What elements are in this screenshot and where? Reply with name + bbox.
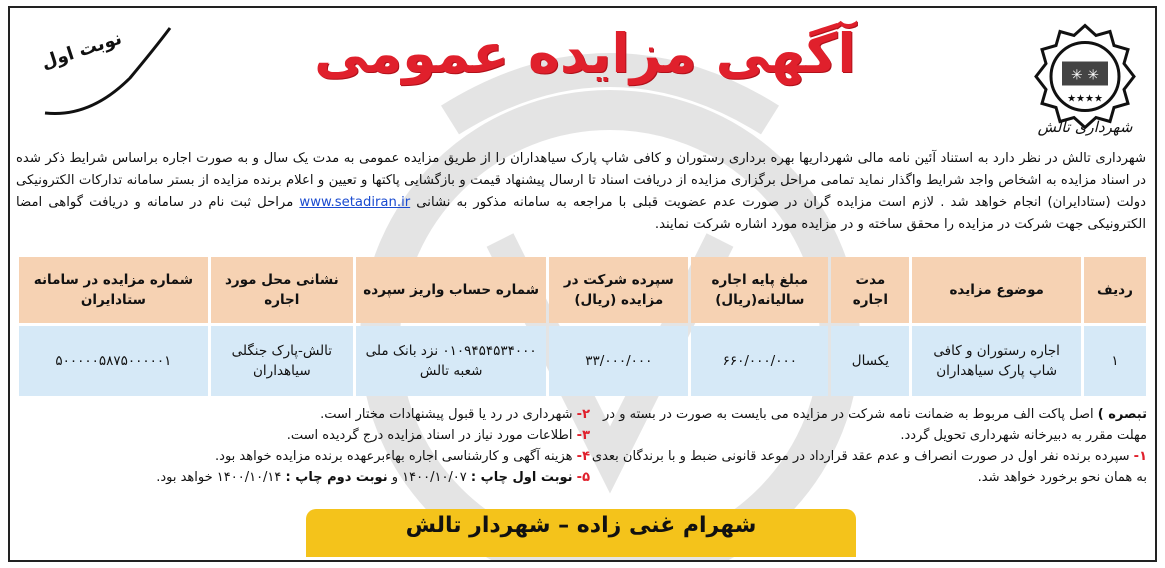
note-2-number: ۲- (576, 407, 590, 422)
note-4 (110, 446, 590, 467)
header-cell-row-number: ردیف (1084, 257, 1146, 323)
note-5-first-label: نوبت اول چاپ : (470, 470, 573, 485)
cell-deposit: ۳۳/۰۰۰/۰۰۰ (549, 326, 688, 396)
cell-duration: یکسال (831, 326, 909, 396)
header-cell-setad-number: شماره مزایده در سامانه ستادایران (19, 257, 208, 323)
cell-account-number: ۰۱۰۹۴۵۴۵۳۴۰۰۰ نزد بانک ملی شعبه تالش (356, 326, 547, 396)
notes-right-column (587, 404, 1147, 488)
note-2-text: شهرداری در رد یا قبول پیشنهادات مختار است. (320, 407, 573, 422)
cell-subject: اجاره رستوران و کافی شاپ پارک سیاهداران (912, 326, 1081, 396)
note-tabsareh-label: تبصره ) (1097, 407, 1147, 422)
logo-caption: شهرداری تالش (1037, 118, 1133, 136)
svg-text:★★★★: ★★★★ (1067, 93, 1103, 105)
note-1 (587, 446, 1147, 488)
table-row (19, 326, 1146, 396)
note-1-text: سپرده برنده نفر اول در صورت انصراف و عدم عقد قرارداد در موعد قانونی ضبط و با برندگان بعدی به همان نحو برخورد خواهد شد. (591, 449, 1147, 485)
note-4-number: ۴- (576, 449, 590, 464)
print-round-stamp: نوبت اول (38, 27, 125, 74)
note-tabsareh-text: اصل پاکت الف مربوط به ضمانت نامه شرکت در مزایده می بایست به صورت در بسته و در مهلت مقرر به دبیرخانه شهرداری تحویل گردد. (603, 407, 1147, 443)
header-cell-address: نشانی محل مورد اجاره (211, 257, 353, 323)
intro-paragraph (16, 148, 1146, 236)
note-5-second-date: ۱۴۰۰/۱۰/۱۴ (216, 470, 282, 485)
cell-setad-number: ۵۰۰۰۰۰۵۸۷۵۰۰۰۰۰۱ (19, 326, 208, 396)
note-tabsareh (587, 404, 1147, 446)
cell-row-number: ۱ (1084, 326, 1146, 396)
page-title: آگهی مزایده عمومی (314, 22, 856, 85)
note-4-text: هزینه آگهی و کارشناسی اجاره بهاءبرعهده برنده مزایده خواهد بود. (215, 449, 573, 464)
header-cell-account-number: شماره حساب واریز سپرده (356, 257, 547, 323)
cell-base-amount: ۶۶۰/۰۰۰/۰۰۰ (691, 326, 828, 396)
intro-text-part2: مراحل ثبت نام در سامانه و دریافت گواهی امضا الکترونیکی جهت شرکت در مزایده را محقق ساخته و در مزایده مورد اشاره شرکت نمایند. (16, 195, 1146, 232)
notes-left-column (110, 404, 590, 488)
header-cell-subject: موضوع مزایده (912, 257, 1081, 323)
cell-address: تالش-پارک جنگلی سیاهداران (211, 326, 353, 396)
header-cell-deposit: سپرده شرکت در مزایده (ریال) (549, 257, 688, 323)
note-2 (110, 404, 590, 425)
note-5-number: ۵- (576, 470, 590, 485)
note-5-second-label: نوبت دوم چاپ : (285, 470, 388, 485)
note-5-and: و (391, 470, 399, 485)
note-5-end: خواهد بود. (156, 470, 213, 485)
setadiran-link[interactable]: www.setadiran.ir (299, 195, 411, 210)
note-5 (110, 467, 590, 488)
auction-table (16, 254, 1149, 399)
intro-text-part1: شهرداری تالش در نظر دارد به استناد آئین نامه مالی شهرداریها بهره برداری رستوران و کافی شاپ پارک سیاهداران را از طریق مزایده عمومی به مدت یک سال و به صورت اجاره براساس شرایط ذکر شده در اسناد مزایده به اشخاص واجد شرایط واگذار نماید تمامی مراحل برگزاری مزایده از دریافت اسناد تا ارسال پیشنهاد قیمت و بازگشایی پاکتها و تعیین و اعلام برنده مزایده از بستر سامانه تدارکات الکترونیکی دولت (ستادایران) انجام خواهد شد . لازم است مزایده گران در صورت عدم عضویت قبلی با مراجعه به سامانه مذکور به نشانی (16, 151, 1146, 210)
note-1-number: ۱- (1133, 449, 1147, 464)
header-cell-duration: مدت اجاره (831, 257, 909, 323)
svg-text:✳ ✳: ✳ ✳ (1071, 67, 1099, 84)
signature-text: شهرام غنی زاده – شهردار تالش (405, 513, 757, 538)
table-header-row (19, 257, 1146, 323)
note-3 (110, 425, 590, 446)
note-3-number: ۳- (576, 428, 590, 443)
note-5-first-date: ۱۴۰۰/۱۰/۰۷ (402, 470, 467, 485)
header-cell-base-amount: مبلغ پایه اجاره سالیانه(ریال) (691, 257, 828, 323)
note-3-text: اطلاعات مورد نیاز در اسناد مزایده درج گردیده است. (286, 428, 573, 443)
